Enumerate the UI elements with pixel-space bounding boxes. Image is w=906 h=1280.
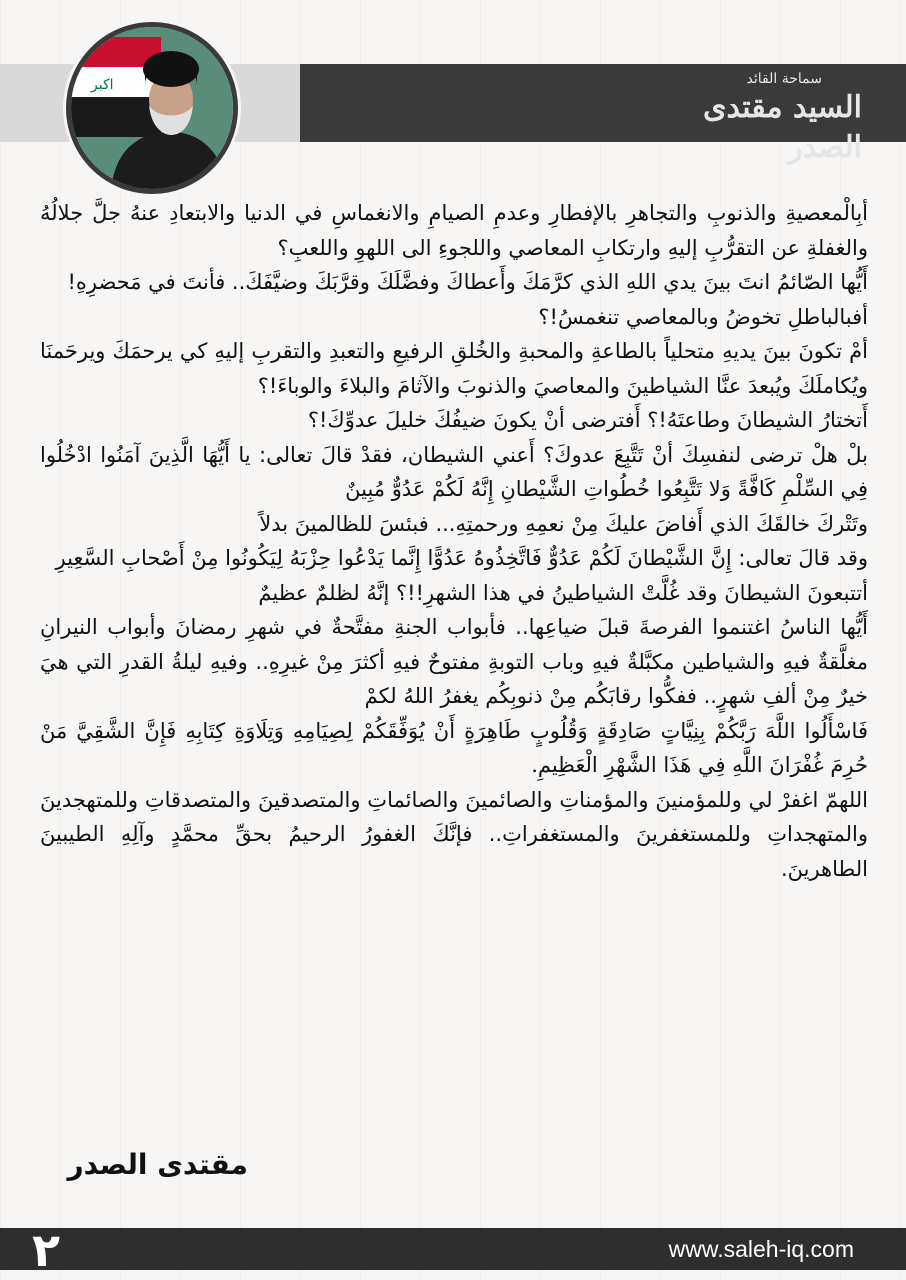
paragraph: أمْ تكونَ بينَ يديهِ متحلياً بالطاعةِ والمحبةِ والخُلقِ الرفيعِ والتعبدِ والتقربِ إليهِ كي يرحمَكَ ويرحَمنَا ويُكاملَكَ ويُبعدَ عنَّا الشياطينَ والمعاصيَ والذنوبَ والآثامَ والبلاءَ والوباءَ!؟ — [40, 339, 868, 398]
website-link[interactable]: www.saleh-iq.com — [668, 1236, 854, 1262]
paragraph: أَتختارُ الشيطانَ وطاعتَهُ!؟ أَفترضى أنْ يكونَ ضيفُكَ خليلَ عدوِّكَ!؟ — [307, 408, 868, 432]
header-logo — [672, 70, 862, 165]
paragraph: أَيُّها الصّائمُ انتَ بينَ يدي اللهِ الذي كرَّمَكَ وأَعطاكَ وفضَّلَكَ وقرَّبَكَ وضيَّفَكَ.. فأنتَ في مَحضرِهِ! — [67, 270, 868, 294]
signature: مقتدى الصدر — [67, 1148, 248, 1181]
portrait-illustration — [71, 27, 233, 189]
paragraph: بلْ هلْ ترضى لنفسِكَ أنْ تَتَّبِعَ عدوكَ؟ أَعني الشيطان، فقدْ قالَ تعالى: يا أَيُّهَا الَّذِينَ آمَنُوا ادْخُلُوا فِي السِّلْمِ كَافَّةً وَلا تَتَّبِعُوا خُطُواتِ الشَّيْطانِ إِنَّهُ لَكُمْ عَدُوٌّ مُبِينٌ — [40, 442, 868, 501]
quran-verse: فَاسْأَلُوا اللَّهَ رَبَّكُمْ بِنِيَّاتٍ صَادِقَةٍ وَقُلُوبٍ طَاهِرَةٍ أَنْ يُوَفِّقَكُمْ لِصِيَامِهِ وَتِلَاوَةِ كِتَابِهِ فَإِنَّ الشَّقِيَّ مَنْ حُرِمَ غُفْرَانَ اللَّهِ فِي هَذَا الشَّهْرِ الْعَظِيمِ. — [40, 718, 868, 777]
paragraph: أتتبعونَ الشيطانَ وقد غُلَّتْ الشياطينُ في هذا الشهرِ!!؟ إنَّهُ لظلمٌ عظيمٌ — [258, 580, 868, 605]
svg-text:اكبر: اكبر — [91, 77, 114, 93]
paragraph: اللهمّ اغفرْ لي وللمؤمنينَ والمؤمناتِ والصائمينَ والصائماتِ والمتصدقينَ والمتصدقاتِ وللمتهجدينَ والمتهجداتِ وللمستغفرينَ والمستغفراتِ.. فإنَّكَ الغفورُ الرحيمُ بحقِّ محمَّدٍ وآلِهِ الطيبينَ الطاهرينَ. — [40, 787, 868, 881]
logo-title: السيد مقتدى الصدر — [702, 90, 862, 165]
paragraph: أبِالْمعصيةِ والذنوبِ والتجاهرِ بالإفطارِ وعدمِ الصيامِ والانغماسِ في الدنيا والابتعادِ عنهُ جلَّ جلالُهُ والغفلةِ عن التقرُّبِ إليهِ وارتكابِ المعاصي واللجوءِ الى اللهوِ واللعبِ؟ — [40, 201, 868, 260]
article-body — [40, 196, 868, 886]
paragraph: أفبالباطلِ تخوضُ وبالمعاصي تنغمسُ!؟ — [538, 304, 868, 329]
paragraph: أَيُّها الناسُ اغتنموا الفرصةَ قبلَ ضياعِها.. فأبواب الجنةِ مفتَّحةٌ في شهرِ رمضانَ وأبواب النيرانِ مغلَّقةٌ فيهِ والشياطين مكبَّلةٌ فيهِ وباب التوبةِ مفتوحٌ فيهِ أكثرَ مِنْ غيرِهِ.. وفيهِ ليلةُ القدرِ التي هيَ خيرٌ مِنْ ألفِ شهرٍ.. ففكُّوا رقابَكُم مِنْ ذنوبِكُم يغفرُ اللهُ لكمْ — [40, 615, 868, 708]
paragraph: وقد قالَ تعالى: إِنَّ الشَّيْطانَ لَكُمْ عَدُوٌّ فَاتَّخِذُوهُ عَدُوًّا إِنَّما يَدْعُوا حِزْبَهُ لِيَكُونُوا مِنْ أَصْحابِ السَّعِيرِ — [55, 546, 868, 570]
paragraph: وتَتْركَ خالقَكَ الذي أَفاضَ عليكَ مِنْ نعمِهِ ورحمتِهِ... فبئسَ للظالمينَ بدلاً — [259, 511, 868, 536]
logo-subtitle: سماحة القائد — [746, 71, 822, 87]
page-number: ٢ — [31, 1223, 61, 1277]
portrait-photo — [66, 22, 238, 194]
